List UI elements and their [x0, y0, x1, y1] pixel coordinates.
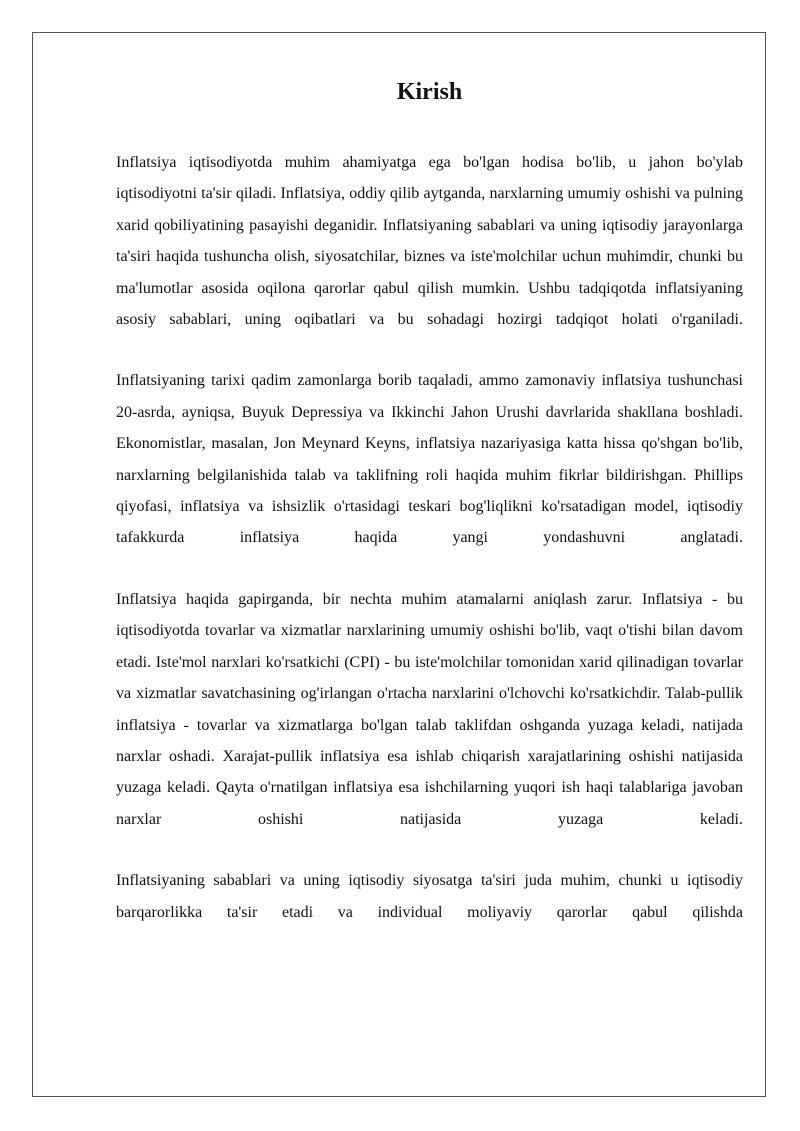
- document-page: [32, 32, 766, 1097]
- page-title: Kirish: [396, 79, 463, 105]
- paragraph-3: Inflatsiya haqida gapirganda, bir nechta muhim atamalarni aniqlash zarur. Inflatsiya - bu iqtisodiyotda tovarlar va xizmatlar narxlarining umumiy oshishi bo'lib, vaqt o'tishi bilan davom etadi. Iste'mol narxlari ko'rsatkichi (CPI) - bu iste'molchilar tomonidan xarid qilinadigan tovarlar va xizmatlar savatchasining og'irlangan o'rtacha narxlarini o'lchovchi ko'rsatkichdir. Talab-pullik inflatsiya - tovarlar va xizmatlarga bo'lgan talab taklifdan oshganda yuzaga keladi, natijada narxlar oshadi. Xarajat-pullik inflatsiya esa ishlab chiqarish xarajatlarining oshishi natijasida yuzaga keladi. Qayta o'rnatilgan inflatsiya esa ishchilarning yuqori ish haqi talablariga javoban narxlar oshishi natijasida yuzaga keladi.: [116, 590, 743, 828]
- paragraph-1: Inflatsiya iqtisodiyotda muhim ahamiyatga ega bo'lgan hodisa bo'lib, u jahon bo'ylab iqtisodiyotni ta'sir qiladi. Inflatsiya, oddiy qilib aytganda, narxlarning umumiy oshishi va pulning xarid qobiliyatining pasayishi deganidir. Inflatsiyaning sabablari va uning iqtisodiy jarayonlarga ta'siri haqida tushuncha olish, siyosatchilar, biznes va iste'molchilar uchun muhimdir, chunki bu ma'lumotlar asosida oqilona qarorlar qabul qilish mumkin. Ushbu tadqiqotda inflatsiyaning asosiy sabablari, uning oqibatlari va bu sohadagi hozirgi tadqiqot holati o'rganiladi.: [116, 154, 743, 329]
- document-body: [116, 75, 743, 958]
- paragraph-4: Inflatsiyaning sabablari va uning iqtisodiy siyosatga ta'siri juda muhim, chunki u iqtisodiy barqarorlikka ta'sir etadi va individual moliyaviy qarorlar qabul qilishda: [116, 872, 743, 921]
- paragraph-2: Inflatsiyaning tarixi qadim zamonlarga borib taqaladi, ammo zamonaviy inflatsiya tushunchasi 20-asrda, ayniqsa, Buyuk Depressiya va Ikkinchi Jahon Urushi davrlarida shakllana boshladi. Ekonomistlar, masalan, Jon Meynard Keyns, inflatsiya nazariyasiga katta hissa qo'shgan bo'lib, narxlarning belgilanishida talab va taklifning roli haqida muhim fikrlar bildirishgan. Phillips qiyofasi, inflatsiya va ishsizlik o'rtasidagi teskari bog'liqlikni ko'rsatadigan model, iqtisodiy tafakkurda inflatsiya haqida yangi yondashuvni anglatadi.: [116, 372, 743, 547]
